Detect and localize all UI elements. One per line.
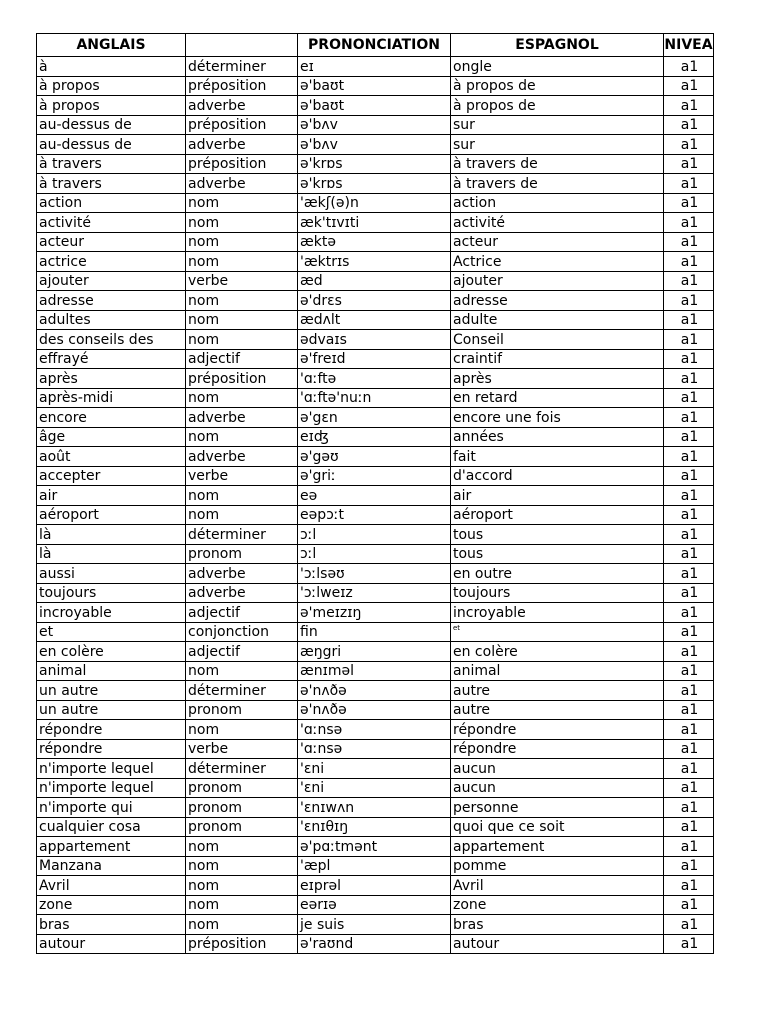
cell-espagnol: personne bbox=[451, 798, 664, 818]
cell-level: a1 bbox=[664, 661, 714, 681]
header-category bbox=[186, 34, 298, 57]
table-row bbox=[37, 291, 714, 311]
cell-level: a1 bbox=[664, 505, 714, 525]
table-row bbox=[37, 252, 714, 272]
table-row bbox=[37, 76, 714, 96]
table-row bbox=[37, 817, 714, 837]
table-row bbox=[37, 154, 714, 174]
table-row bbox=[37, 193, 714, 213]
cell-espagnol: et bbox=[451, 622, 664, 642]
cell-pronunciation: 'ɑːftə'nuːn bbox=[298, 388, 451, 408]
cell-espagnol: acteur bbox=[451, 232, 664, 252]
table-row bbox=[37, 681, 714, 701]
cell-pronunciation: ænɪməl bbox=[298, 661, 451, 681]
cell-category: nom bbox=[186, 486, 298, 506]
cell-pronunciation: ə'drɛs bbox=[298, 291, 451, 311]
table-row bbox=[37, 447, 714, 467]
cell-category: nom bbox=[186, 505, 298, 525]
cell-anglais: Manzana bbox=[37, 856, 186, 876]
cell-pronunciation: 'ækʃ(ə)n bbox=[298, 193, 451, 213]
cell-category: adverbe bbox=[186, 447, 298, 467]
cell-espagnol: à propos de bbox=[451, 76, 664, 96]
cell-level: a1 bbox=[664, 330, 714, 350]
cell-pronunciation: ə'nʌðə bbox=[298, 700, 451, 720]
cell-pronunciation: æk'tɪvɪti bbox=[298, 213, 451, 233]
header-espagnol: ESPAGNOL bbox=[451, 34, 664, 57]
cell-pronunciation: eɪ bbox=[298, 57, 451, 77]
cell-category: nom bbox=[186, 837, 298, 857]
cell-category: préposition bbox=[186, 76, 298, 96]
cell-anglais: un autre bbox=[37, 700, 186, 720]
cell-level: a1 bbox=[664, 525, 714, 545]
cell-pronunciation: ɔːl bbox=[298, 544, 451, 564]
cell-category: nom bbox=[186, 856, 298, 876]
cell-anglais: accepter bbox=[37, 466, 186, 486]
cell-level: a1 bbox=[664, 837, 714, 857]
cell-category: nom bbox=[186, 232, 298, 252]
cell-pronunciation: æŋgri bbox=[298, 642, 451, 662]
table-row bbox=[37, 135, 714, 155]
cell-anglais: après bbox=[37, 369, 186, 389]
cell-espagnol: Avril bbox=[451, 876, 664, 896]
cell-pronunciation: 'ɑːnsə bbox=[298, 739, 451, 759]
cell-espagnol: air bbox=[451, 486, 664, 506]
cell-espagnol: adulte bbox=[451, 310, 664, 330]
vocabulary-table bbox=[36, 33, 714, 954]
table-row bbox=[37, 583, 714, 603]
cell-level: a1 bbox=[664, 291, 714, 311]
cell-category: adverbe bbox=[186, 408, 298, 428]
cell-espagnol: répondre bbox=[451, 739, 664, 759]
cell-anglais: répondre bbox=[37, 720, 186, 740]
cell-espagnol: adresse bbox=[451, 291, 664, 311]
cell-level: a1 bbox=[664, 135, 714, 155]
cell-pronunciation: ədvaɪs bbox=[298, 330, 451, 350]
cell-level: a1 bbox=[664, 934, 714, 954]
cell-pronunciation: 'ɛni bbox=[298, 778, 451, 798]
table-row bbox=[37, 837, 714, 857]
cell-category: adverbe bbox=[186, 174, 298, 194]
cell-anglais: activité bbox=[37, 213, 186, 233]
table-row bbox=[37, 96, 714, 116]
cell-category: verbe bbox=[186, 271, 298, 291]
table-row bbox=[37, 720, 714, 740]
cell-espagnol: sur bbox=[451, 115, 664, 135]
cell-level: a1 bbox=[664, 583, 714, 603]
table-row bbox=[37, 427, 714, 447]
cell-category: nom bbox=[186, 661, 298, 681]
cell-level: a1 bbox=[664, 778, 714, 798]
cell-espagnol: toujours bbox=[451, 583, 664, 603]
cell-pronunciation: eə bbox=[298, 486, 451, 506]
cell-level: a1 bbox=[664, 486, 714, 506]
cell-category: pronom bbox=[186, 778, 298, 798]
cell-level: a1 bbox=[664, 252, 714, 272]
cell-level: a1 bbox=[664, 115, 714, 135]
cell-category: nom bbox=[186, 427, 298, 447]
cell-anglais: acteur bbox=[37, 232, 186, 252]
cell-anglais: zone bbox=[37, 895, 186, 915]
cell-category: nom bbox=[186, 915, 298, 935]
table-row bbox=[37, 388, 714, 408]
cell-level: a1 bbox=[664, 739, 714, 759]
cell-category: verbe bbox=[186, 466, 298, 486]
cell-category: adverbe bbox=[186, 96, 298, 116]
cell-anglais: autour bbox=[37, 934, 186, 954]
cell-pronunciation: ə'baʊt bbox=[298, 76, 451, 96]
table-row bbox=[37, 798, 714, 818]
cell-level: a1 bbox=[664, 622, 714, 642]
cell-anglais: encore bbox=[37, 408, 186, 428]
table-row bbox=[37, 876, 714, 896]
cell-category: nom bbox=[186, 213, 298, 233]
table-row bbox=[37, 330, 714, 350]
cell-category: adjectif bbox=[186, 349, 298, 369]
table-row bbox=[37, 603, 714, 623]
header-row bbox=[37, 34, 714, 57]
cell-espagnol: sur bbox=[451, 135, 664, 155]
cell-category: déterminer bbox=[186, 57, 298, 77]
cell-espagnol: bras bbox=[451, 915, 664, 935]
cell-espagnol: ajouter bbox=[451, 271, 664, 291]
cell-espagnol: zone bbox=[451, 895, 664, 915]
cell-level: a1 bbox=[664, 349, 714, 369]
table-row bbox=[37, 856, 714, 876]
cell-anglais: actrice bbox=[37, 252, 186, 272]
cell-pronunciation: 'ɔːlsəʊ bbox=[298, 564, 451, 584]
table-row bbox=[37, 271, 714, 291]
cell-anglais: août bbox=[37, 447, 186, 467]
cell-pronunciation: 'ɑːnsə bbox=[298, 720, 451, 740]
table-row bbox=[37, 466, 714, 486]
cell-espagnol: répondre bbox=[451, 720, 664, 740]
cell-anglais: cualquier cosa bbox=[37, 817, 186, 837]
cell-anglais: aéroport bbox=[37, 505, 186, 525]
cell-anglais: adresse bbox=[37, 291, 186, 311]
cell-category: pronom bbox=[186, 798, 298, 818]
cell-anglais: effrayé bbox=[37, 349, 186, 369]
cell-pronunciation: eəpɔːt bbox=[298, 505, 451, 525]
cell-category: préposition bbox=[186, 154, 298, 174]
cell-category: conjonction bbox=[186, 622, 298, 642]
cell-level: a1 bbox=[664, 232, 714, 252]
cell-espagnol: après bbox=[451, 369, 664, 389]
cell-anglais: à travers bbox=[37, 174, 186, 194]
cell-level: a1 bbox=[664, 895, 714, 915]
cell-espagnol: autre bbox=[451, 681, 664, 701]
cell-level: a1 bbox=[664, 193, 714, 213]
cell-pronunciation: ə'krɒs bbox=[298, 154, 451, 174]
cell-pronunciation: eɪʤ bbox=[298, 427, 451, 447]
cell-espagnol: tous bbox=[451, 544, 664, 564]
cell-pronunciation: æd bbox=[298, 271, 451, 291]
cell-level: a1 bbox=[664, 447, 714, 467]
cell-level: a1 bbox=[664, 369, 714, 389]
cell-category: nom bbox=[186, 193, 298, 213]
header-prononciation: PRONONCIATION bbox=[298, 34, 451, 57]
cell-espagnol: Actrice bbox=[451, 252, 664, 272]
cell-espagnol: animal bbox=[451, 661, 664, 681]
cell-anglais: Avril bbox=[37, 876, 186, 896]
table-row bbox=[37, 525, 714, 545]
table-row bbox=[37, 310, 714, 330]
cell-espagnol: action bbox=[451, 193, 664, 213]
cell-category: nom bbox=[186, 895, 298, 915]
table-row bbox=[37, 174, 714, 194]
cell-anglais: incroyable bbox=[37, 603, 186, 623]
cell-pronunciation: 'ɛni bbox=[298, 759, 451, 779]
table-row bbox=[37, 486, 714, 506]
cell-pronunciation: ə'griː bbox=[298, 466, 451, 486]
cell-espagnol: fait bbox=[451, 447, 664, 467]
cell-anglais: après-midi bbox=[37, 388, 186, 408]
header-anglais: ANGLAIS bbox=[37, 34, 186, 57]
cell-pronunciation: eɪprəl bbox=[298, 876, 451, 896]
cell-espagnol: autour bbox=[451, 934, 664, 954]
cell-espagnol: d'accord bbox=[451, 466, 664, 486]
cell-anglais: en colère bbox=[37, 642, 186, 662]
cell-anglais: animal bbox=[37, 661, 186, 681]
table-row bbox=[37, 213, 714, 233]
cell-anglais: bras bbox=[37, 915, 186, 935]
cell-espagnol: Conseil bbox=[451, 330, 664, 350]
table-row bbox=[37, 700, 714, 720]
cell-level: a1 bbox=[664, 681, 714, 701]
table-row bbox=[37, 505, 714, 525]
cell-anglais: là bbox=[37, 525, 186, 545]
cell-level: a1 bbox=[664, 76, 714, 96]
cell-category: verbe bbox=[186, 739, 298, 759]
cell-category: préposition bbox=[186, 934, 298, 954]
cell-category: préposition bbox=[186, 115, 298, 135]
cell-anglais: un autre bbox=[37, 681, 186, 701]
cell-espagnol: aucun bbox=[451, 778, 664, 798]
cell-level: a1 bbox=[664, 174, 714, 194]
cell-espagnol: en retard bbox=[451, 388, 664, 408]
cell-category: déterminer bbox=[186, 525, 298, 545]
cell-pronunciation: ə'gɛn bbox=[298, 408, 451, 428]
cell-category: déterminer bbox=[186, 681, 298, 701]
cell-espagnol: en outre bbox=[451, 564, 664, 584]
table-row bbox=[37, 759, 714, 779]
table-row bbox=[37, 544, 714, 564]
cell-category: nom bbox=[186, 876, 298, 896]
cell-level: a1 bbox=[664, 603, 714, 623]
cell-level: a1 bbox=[664, 466, 714, 486]
cell-pronunciation: 'ɔːlweɪz bbox=[298, 583, 451, 603]
cell-category: déterminer bbox=[186, 759, 298, 779]
cell-category: adjectif bbox=[186, 603, 298, 623]
cell-pronunciation: ə'meɪzɪŋ bbox=[298, 603, 451, 623]
cell-espagnol: années bbox=[451, 427, 664, 447]
cell-pronunciation: 'æktrɪs bbox=[298, 252, 451, 272]
cell-level: a1 bbox=[664, 564, 714, 584]
cell-pronunciation: je suis bbox=[298, 915, 451, 935]
cell-espagnol: tous bbox=[451, 525, 664, 545]
cell-level: a1 bbox=[664, 427, 714, 447]
cell-category: préposition bbox=[186, 369, 298, 389]
cell-espagnol: aucun bbox=[451, 759, 664, 779]
table-row bbox=[37, 349, 714, 369]
cell-anglais: n'importe qui bbox=[37, 798, 186, 818]
cell-category: nom bbox=[186, 720, 298, 740]
table-row bbox=[37, 232, 714, 252]
cell-category: nom bbox=[186, 388, 298, 408]
cell-pronunciation: ə'krɒs bbox=[298, 174, 451, 194]
cell-anglais: au-dessus de bbox=[37, 135, 186, 155]
cell-level: a1 bbox=[664, 759, 714, 779]
cell-anglais: des conseils des bbox=[37, 330, 186, 350]
cell-pronunciation: ə'raʊnd bbox=[298, 934, 451, 954]
cell-level: a1 bbox=[664, 408, 714, 428]
cell-anglais: au-dessus de bbox=[37, 115, 186, 135]
cell-pronunciation: ə'bʌv bbox=[298, 135, 451, 155]
cell-level: a1 bbox=[664, 720, 714, 740]
cell-anglais: action bbox=[37, 193, 186, 213]
cell-level: a1 bbox=[664, 915, 714, 935]
cell-anglais: à propos bbox=[37, 76, 186, 96]
cell-level: a1 bbox=[664, 817, 714, 837]
cell-pronunciation: 'æpl bbox=[298, 856, 451, 876]
cell-anglais: là bbox=[37, 544, 186, 564]
cell-level: a1 bbox=[664, 544, 714, 564]
cell-category: pronom bbox=[186, 700, 298, 720]
cell-level: a1 bbox=[664, 798, 714, 818]
cell-level: a1 bbox=[664, 154, 714, 174]
table-row bbox=[37, 661, 714, 681]
cell-level: a1 bbox=[664, 310, 714, 330]
cell-espagnol: en colère bbox=[451, 642, 664, 662]
cell-espagnol: encore une fois bbox=[451, 408, 664, 428]
cell-espagnol: appartement bbox=[451, 837, 664, 857]
table-row bbox=[37, 115, 714, 135]
cell-anglais: adultes bbox=[37, 310, 186, 330]
cell-category: nom bbox=[186, 291, 298, 311]
table-row bbox=[37, 408, 714, 428]
cell-espagnol: à travers de bbox=[451, 174, 664, 194]
cell-level: a1 bbox=[664, 388, 714, 408]
cell-espagnol: incroyable bbox=[451, 603, 664, 623]
cell-level: a1 bbox=[664, 876, 714, 896]
table-row bbox=[37, 57, 714, 77]
cell-level: a1 bbox=[664, 271, 714, 291]
cell-level: a1 bbox=[664, 856, 714, 876]
cell-anglais: répondre bbox=[37, 739, 186, 759]
cell-pronunciation: ə'baʊt bbox=[298, 96, 451, 116]
header-niveau: NIVEA bbox=[664, 34, 714, 57]
cell-category: nom bbox=[186, 330, 298, 350]
cell-anglais: appartement bbox=[37, 837, 186, 857]
table-row bbox=[37, 564, 714, 584]
table-row bbox=[37, 642, 714, 662]
cell-anglais: et bbox=[37, 622, 186, 642]
cell-pronunciation: ə'freɪd bbox=[298, 349, 451, 369]
table-body bbox=[37, 57, 714, 954]
cell-category: adjectif bbox=[186, 642, 298, 662]
cell-anglais: n'importe lequel bbox=[37, 778, 186, 798]
table-header bbox=[37, 34, 714, 57]
cell-pronunciation: ædʌlt bbox=[298, 310, 451, 330]
cell-espagnol: autre bbox=[451, 700, 664, 720]
cell-espagnol: quoi que ce soit bbox=[451, 817, 664, 837]
cell-espagnol: aéroport bbox=[451, 505, 664, 525]
cell-level: a1 bbox=[664, 642, 714, 662]
cell-pronunciation: ə'gəʊ bbox=[298, 447, 451, 467]
cell-anglais: à bbox=[37, 57, 186, 77]
cell-pronunciation: 'ɑːftə bbox=[298, 369, 451, 389]
cell-category: nom bbox=[186, 310, 298, 330]
cell-level: a1 bbox=[664, 213, 714, 233]
cell-pronunciation: eərɪə bbox=[298, 895, 451, 915]
cell-pronunciation: ə'pɑːtmənt bbox=[298, 837, 451, 857]
cell-category: adverbe bbox=[186, 564, 298, 584]
cell-pronunciation: æktə bbox=[298, 232, 451, 252]
cell-level: a1 bbox=[664, 96, 714, 116]
cell-espagnol: à propos de bbox=[451, 96, 664, 116]
cell-category: pronom bbox=[186, 817, 298, 837]
table-row bbox=[37, 739, 714, 759]
cell-category: nom bbox=[186, 252, 298, 272]
cell-pronunciation: ə'nʌðə bbox=[298, 681, 451, 701]
cell-anglais: à propos bbox=[37, 96, 186, 116]
cell-level: a1 bbox=[664, 57, 714, 77]
cell-anglais: aussi bbox=[37, 564, 186, 584]
table-row bbox=[37, 915, 714, 935]
cell-espagnol: ongle bbox=[451, 57, 664, 77]
cell-pronunciation: ə'bʌv bbox=[298, 115, 451, 135]
table-row bbox=[37, 622, 714, 642]
cell-pronunciation: 'ɛnɪθɪŋ bbox=[298, 817, 451, 837]
cell-espagnol: activité bbox=[451, 213, 664, 233]
cell-anglais: ajouter bbox=[37, 271, 186, 291]
cell-pronunciation: 'ɛnɪwʌn bbox=[298, 798, 451, 818]
cell-anglais: toujours bbox=[37, 583, 186, 603]
cell-anglais: air bbox=[37, 486, 186, 506]
cell-category: pronom bbox=[186, 544, 298, 564]
cell-anglais: âge bbox=[37, 427, 186, 447]
cell-pronunciation: fin bbox=[298, 622, 451, 642]
cell-anglais: à travers bbox=[37, 154, 186, 174]
table-row bbox=[37, 369, 714, 389]
table-row bbox=[37, 778, 714, 798]
cell-espagnol: pomme bbox=[451, 856, 664, 876]
cell-level: a1 bbox=[664, 700, 714, 720]
table-row bbox=[37, 934, 714, 954]
cell-espagnol: à travers de bbox=[451, 154, 664, 174]
cell-anglais: n'importe lequel bbox=[37, 759, 186, 779]
cell-pronunciation: ɔːl bbox=[298, 525, 451, 545]
table-row bbox=[37, 895, 714, 915]
cell-category: adverbe bbox=[186, 135, 298, 155]
cell-category: adverbe bbox=[186, 583, 298, 603]
cell-espagnol: craintif bbox=[451, 349, 664, 369]
